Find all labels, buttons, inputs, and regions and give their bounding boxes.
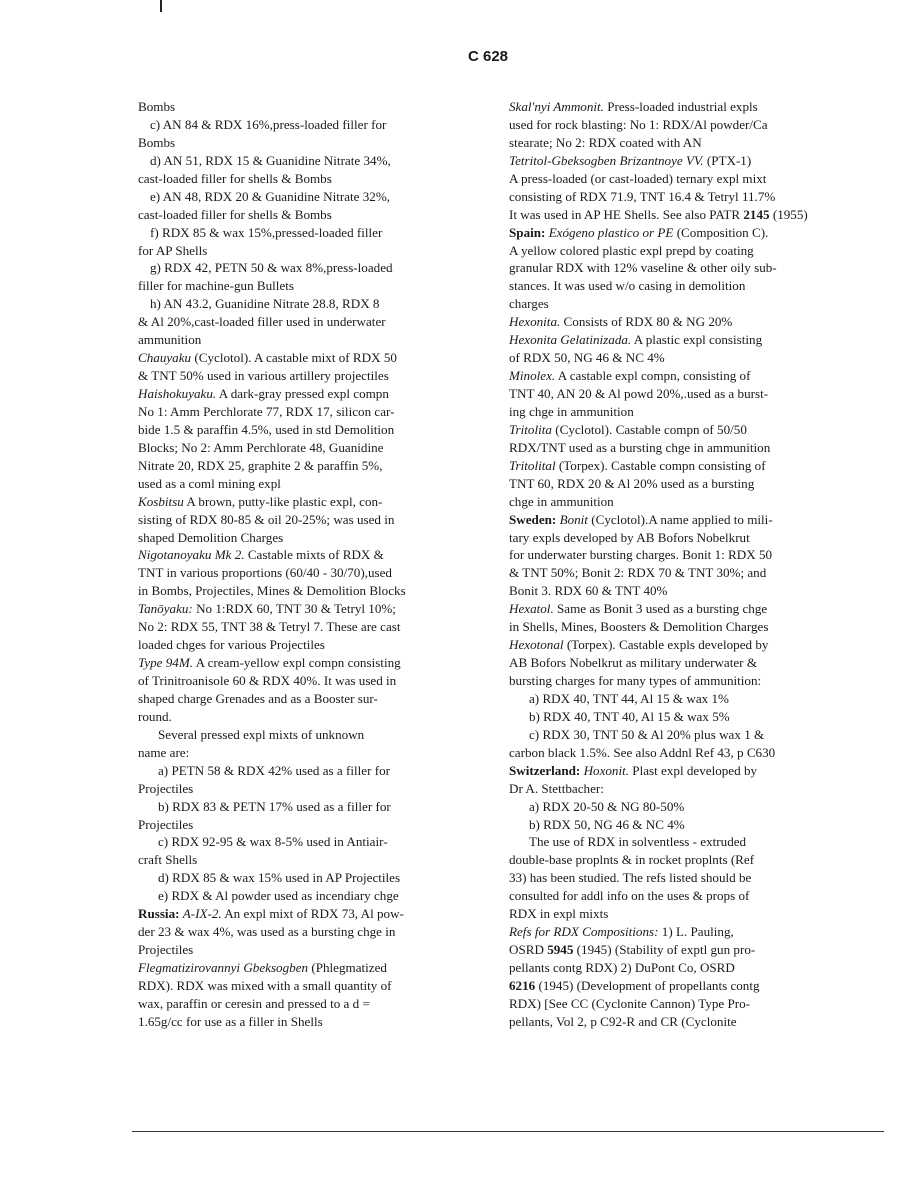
text-line — [509, 313, 881, 331]
text-line — [138, 941, 490, 959]
text-line — [138, 887, 490, 905]
text-run: used for rock blasting: No 1: RDX/Al powder/Ca — [509, 116, 768, 132]
text-run: der 23 & wax 4%, was used as a bursting chge in — [138, 924, 396, 940]
text-line — [138, 206, 490, 224]
text-run: Consists of RDX 80 & NG 20% — [560, 314, 733, 330]
text-line — [138, 690, 490, 708]
text-run: A dark-gray pressed expl compn — [216, 386, 389, 401]
text-line — [138, 475, 490, 493]
text-run: 1) L. Pauling, — [658, 924, 734, 940]
italic-text-run: Minolex. — [509, 368, 556, 384]
text-run: loaded chges for various Projectiles — [138, 637, 325, 653]
text-line — [138, 636, 490, 654]
text-run: (Cyclotol). A castable mixt of RDX 50 — [191, 350, 397, 366]
text-line — [138, 923, 490, 941]
text-line — [509, 887, 881, 905]
text-line — [509, 780, 881, 798]
text-line — [138, 224, 490, 242]
italic-text-run: Chauyaku — [138, 350, 192, 366]
text-line — [509, 654, 881, 672]
italic-text-run: Tritolita — [509, 421, 552, 437]
text-run: consisting of RDX 71.9, TNT 16.4 & Tetryl 11.7% — [509, 188, 776, 204]
text-line — [138, 313, 490, 331]
text-line — [138, 726, 490, 744]
text-line — [138, 493, 490, 511]
text-run: Several pressed expl mixts of unknown — [158, 726, 365, 742]
text-run: No 1: Amm Perchlorate 77, RDX 17, silicon car- — [138, 403, 395, 419]
text-line — [509, 762, 881, 780]
text-line — [509, 170, 881, 188]
text-run: filler for machine-gun Bullets — [138, 278, 294, 294]
text-line — [138, 457, 490, 475]
text-run: (1955) — [769, 206, 808, 222]
italic-text-run: Tritolital — [509, 457, 556, 473]
text-line — [509, 511, 881, 529]
text-run: cast-loaded filler for shells & Bombs — [138, 206, 332, 222]
text-line — [138, 977, 490, 995]
text-run: a) PETN 58 & RDX 42% used as a filler for — [158, 762, 390, 778]
bold-text-run: Sweden: — [509, 511, 557, 527]
text-run: stances. It was used w/o casing in demolition — [509, 278, 746, 294]
text-line — [138, 672, 490, 690]
italic-text-run: Kosbitsu — [138, 493, 184, 509]
text-line — [509, 277, 881, 295]
text-line — [138, 349, 490, 367]
text-run: ing chge in ammunition — [509, 403, 634, 419]
text-run: Projectiles — [138, 942, 194, 958]
text-run: bide 1.5 & paraffin 4.5%, used in std Demolition — [138, 421, 395, 437]
text-run: cast-loaded filler for shells & Bombs — [138, 170, 332, 186]
bold-text-run: 6216 — [509, 977, 536, 993]
text-line — [138, 1013, 490, 1031]
text-line — [138, 744, 490, 762]
text-run: A plastic expl consisting — [631, 332, 763, 348]
text-line — [138, 367, 490, 385]
text-run: RDX in expl mixts — [509, 906, 609, 922]
text-run: for underwater bursting charges. Bonit 1: RDX 50 — [509, 547, 773, 563]
text-run: A cream-yellow expl compn consisting — [193, 655, 401, 671]
text-line — [509, 1013, 881, 1031]
italic-text-run: Tanōyaku: — [138, 601, 193, 617]
text-line — [138, 708, 490, 726]
page-number: C 628 — [468, 48, 509, 65]
text-line — [509, 421, 881, 439]
text-run: The use of RDX in solventless - extruded — [529, 834, 747, 850]
italic-text-run: Exógeno plastico or PE — [548, 224, 674, 240]
text-run: TNT 40, AN 20 & Al powd 20%,.used as a burst- — [509, 386, 769, 401]
text-line — [138, 869, 490, 887]
text-line — [509, 188, 881, 206]
text-run: (Torpex). Castable compn consisting of — [555, 457, 766, 473]
italic-text-run: Nigotanoyaku Mk 2. — [138, 547, 245, 563]
text-run: c) RDX 92-95 & wax 8-5% used in Antiair- — [158, 834, 388, 850]
text-line — [138, 421, 490, 439]
italic-text-run: Hoxonit. — [583, 762, 630, 778]
text-run: A yellow colored plastic expl prepd by coating — [509, 242, 754, 258]
text-line — [509, 582, 881, 600]
italic-text-run: Type 94M. — [138, 655, 194, 671]
bold-text-run: 2145 — [743, 206, 770, 222]
text-run: d) AN 51, RDX 15 & Guanidine Nitrate 34%, — [150, 152, 391, 168]
text-line — [138, 134, 490, 152]
text-line — [138, 780, 490, 798]
italic-text-run: A-IX-2. — [182, 906, 222, 922]
text-line — [138, 618, 490, 636]
text-line — [138, 385, 490, 403]
text-line — [509, 977, 881, 995]
text-line — [509, 923, 881, 941]
text-line — [509, 672, 881, 690]
italic-text-run: Flegmatizirovannyi Gbeksogben — [138, 960, 309, 975]
text-line — [509, 726, 881, 744]
text-line — [138, 529, 490, 547]
text-line — [509, 475, 881, 493]
text-run: Bonit 3. RDX 60 & TNT 40% — [509, 583, 668, 599]
text-line — [509, 564, 881, 582]
text-run: Plast expl developed by — [629, 762, 758, 778]
text-run: in Shells, Mines, Boosters & Demolition Charges — [509, 619, 769, 635]
text-line — [509, 116, 881, 134]
text-line — [509, 403, 881, 421]
text-line — [138, 403, 490, 421]
text-line — [138, 511, 490, 529]
text-run: ammunition — [138, 332, 202, 348]
text-line — [509, 869, 881, 887]
text-line — [138, 833, 490, 851]
text-line — [509, 546, 881, 564]
text-run: g) RDX 42, PETN 50 & wax 8%,press-loaded — [150, 260, 393, 276]
text-run: consulted for addl info on the uses & props of — [509, 888, 750, 904]
text-run: RDX/TNT used as a bursting chge in ammunition — [509, 439, 771, 455]
text-run: carbon black 1.5%. See also Addnl Ref 43, p C630 — [509, 744, 776, 760]
text-line — [509, 959, 881, 977]
text-line — [509, 816, 881, 834]
text-run: No 1:RDX 60, TNT 30 & Tetryl 10%; — [192, 601, 396, 617]
text-run: Same as Bonit 3 used as a bursting chge — [553, 601, 768, 617]
text-line — [509, 941, 881, 959]
text-run: OSRD — [509, 942, 548, 958]
text-line — [509, 529, 881, 547]
text-run: c) AN 84 & RDX 16%,press-loaded filler for — [150, 116, 387, 132]
text-run: for AP Shells — [138, 242, 208, 258]
text-line — [138, 439, 490, 457]
right-column — [509, 98, 881, 1031]
text-line — [509, 349, 881, 367]
text-run: used as a coml mining expl — [138, 475, 281, 491]
text-run: double-base proplnts & in rocket proplnts (Ref — [509, 852, 755, 868]
bold-text-run: 5945 — [547, 942, 574, 958]
text-run: AB Bofors Nobelkrut as military underwater & — [509, 655, 758, 671]
text-run: b) RDX 50, NG 46 & NC 4% — [529, 816, 685, 832]
text-run: charges — [509, 296, 549, 312]
text-line — [509, 206, 881, 224]
text-line — [509, 242, 881, 260]
text-line — [138, 295, 490, 313]
text-run: Bombs — [138, 134, 176, 150]
text-line — [509, 798, 881, 816]
text-line — [509, 439, 881, 457]
text-line — [138, 959, 490, 977]
text-run: e) RDX & Al powder used as incendiary chge — [158, 888, 399, 904]
text-line — [138, 116, 490, 134]
text-run: It was used in AP HE Shells. See also PATR — [509, 206, 744, 222]
text-run: Dr A. Stettbacher: — [509, 780, 604, 796]
text-run: in Bombs, Projectiles, Mines & Demolition Blocks — [138, 583, 406, 599]
text-run: Press-loaded industrial expls — [603, 99, 758, 114]
text-run: pellants, Vol 2, p C92-R and CR (Cyclonite — [509, 1013, 737, 1029]
italic-text-run: Hexotonal — [509, 637, 564, 653]
text-run: b) RDX 40, TNT 40, Al 15 & wax 5% — [529, 708, 730, 724]
text-line — [138, 851, 490, 869]
text-run: (1945) (Stability of exptl gun pro- — [573, 942, 756, 958]
text-run: (Composition C). — [673, 224, 769, 240]
text-run: wax, paraffin or ceresin and pressed to a d = — [138, 995, 370, 1011]
text-run: c) RDX 30, TNT 50 & Al 20% plus wax 1 & — [529, 726, 765, 742]
text-line — [138, 600, 490, 618]
italic-text-run: Bonit — [559, 511, 588, 527]
text-line — [509, 851, 881, 869]
text-run: & TNT 50%; Bonit 2: RDX 70 & TNT 30%; and — [509, 565, 767, 581]
text-line — [138, 331, 490, 349]
text-run: (1945) (Development of propellants contg — [535, 977, 760, 993]
text-line — [138, 762, 490, 780]
text-run: A press-loaded (or cast-loaded) ternary expl mixt — [509, 170, 767, 186]
text-line — [509, 367, 881, 385]
text-line — [509, 224, 881, 242]
italic-text-run: Hexatol. — [509, 601, 554, 617]
text-line — [138, 582, 490, 600]
text-run: of RDX 50, NG 46 & NC 4% — [509, 350, 665, 366]
left-column — [138, 98, 490, 1031]
text-run: (Cyclotol).A name applied to mili- — [587, 511, 773, 527]
italic-text-run: Hexonita Gelatinizada. — [509, 332, 632, 348]
text-run: Projectiles — [138, 780, 194, 796]
text-run: TNT 60, RDX 20 & Al 20% used as a bursting — [509, 475, 755, 491]
text-line — [509, 995, 881, 1013]
italic-text-run: Hexonita. — [509, 314, 561, 330]
text-run: name are: — [138, 744, 190, 760]
text-run: craft Shells — [138, 852, 198, 868]
text-run: of Trinitroanisole 60 & RDX 40%. It was used in — [138, 673, 397, 688]
bold-text-run: Switzerland: — [509, 762, 581, 778]
text-run: stearate; No 2: RDX coated with AN — [509, 134, 702, 150]
text-line — [138, 170, 490, 188]
text-run: TNT in various proportions (60/40 - 30/70),used — [138, 565, 392, 581]
text-line — [509, 98, 881, 116]
text-line — [509, 690, 881, 708]
text-run: f) RDX 85 & wax 15%,pressed-loaded filler — [150, 224, 383, 240]
text-run: shaped Demolition Charges — [138, 529, 284, 545]
text-run: A brown, putty-like plastic expl, con- — [183, 493, 383, 509]
text-run: (Cyclotol). Castable compn of 50/50 — [551, 421, 747, 437]
italic-text-run: Skal'nyi Ammonit. — [509, 99, 604, 114]
text-run: tary expls developed by AB Bofors Nobelkrut — [509, 529, 750, 545]
text-line — [138, 564, 490, 582]
text-run: An expl mixt of RDX 73, Al pow- — [221, 906, 404, 922]
text-run: granular RDX with 12% vaseline & other oily sub- — [509, 260, 777, 276]
text-run: Bombs — [138, 99, 176, 114]
text-line — [138, 152, 490, 170]
bottom-rule-divider — [132, 1131, 884, 1132]
text-run: (Torpex). Castable expls developed by — [563, 637, 769, 653]
text-run: d) RDX 85 & wax 15% used in AP Projectiles — [158, 870, 401, 886]
text-run: pellants contg RDX) 2) DuPont Co, OSRD — [509, 960, 735, 975]
text-line — [138, 188, 490, 206]
text-line — [509, 618, 881, 636]
text-line — [509, 457, 881, 475]
text-run: a) RDX 40, TNT 44, Al 15 & wax 1% — [529, 690, 729, 706]
text-line — [509, 385, 881, 403]
text-run: chge in ammunition — [509, 493, 614, 509]
text-run: bursting charges for many types of ammunition: — [509, 673, 762, 688]
text-line — [138, 259, 490, 277]
text-run: 33) has been studied. The refs listed should be — [509, 870, 752, 886]
text-run: sisting of RDX 80-85 & oil 20-25%; was used in — [138, 511, 395, 527]
text-line — [509, 833, 881, 851]
text-line — [509, 708, 881, 726]
text-line — [138, 98, 490, 116]
text-run: RDX) [See CC (Cyclonite Cannon) Type Pro- — [509, 995, 751, 1011]
text-run: a) RDX 20-50 & NG 80-50% — [529, 798, 685, 814]
text-run: Nitrate 20, RDX 25, graphite 2 & paraffin 5%, — [138, 457, 383, 473]
text-run: Projectiles — [138, 816, 194, 832]
text-line — [509, 636, 881, 654]
italic-text-run: Haishokuyaku. — [138, 386, 217, 401]
text-run: b) RDX 83 & PETN 17% used as a filler for — [158, 798, 391, 814]
text-run: RDX). RDX was mixed with a small quantity of — [138, 977, 392, 993]
text-run: Blocks; No 2: Amm Perchlorate 48, Guanidine — [138, 439, 384, 455]
text-line — [138, 242, 490, 260]
text-line — [138, 654, 490, 672]
text-line — [138, 995, 490, 1013]
text-line — [138, 277, 490, 295]
italic-text-run: Tetritol-Gbeksogben Brizantnoye VV. — [509, 152, 704, 168]
text-run: & TNT 50% used in various artillery projectiles — [138, 368, 389, 384]
text-line — [138, 816, 490, 834]
text-line — [138, 798, 490, 816]
text-run: 1.65g/cc for use as a filler in Shells — [138, 1013, 323, 1029]
text-line — [509, 493, 881, 511]
italic-text-run: Refs for RDX Compositions: — [509, 924, 659, 940]
text-line — [509, 905, 881, 923]
text-line — [138, 546, 490, 564]
text-run: & Al 20%,cast-loaded filler used in underwater — [138, 314, 386, 330]
text-line — [509, 134, 881, 152]
text-run: (PTX-1) — [703, 152, 752, 168]
bold-text-run: Spain: — [509, 224, 546, 240]
text-line — [509, 744, 881, 762]
text-run: A castable expl compn, consisting of — [555, 368, 751, 384]
text-run: h) AN 43.2, Guanidine Nitrate 28.8, RDX 8 — [150, 296, 380, 312]
text-line — [509, 152, 881, 170]
text-line — [509, 600, 881, 618]
text-run: e) AN 48, RDX 20 & Guanidine Nitrate 32%, — [150, 188, 391, 204]
margin-tick-mark — [160, 0, 162, 12]
text-run: No 2: RDX 55, TNT 38 & Tetryl 7. These are cast — [138, 619, 401, 635]
text-line — [509, 295, 881, 313]
text-run: round. — [138, 708, 172, 724]
text-run: (Phlegmatized — [308, 960, 387, 975]
text-run: shaped charge Grenades and as a Booster sur- — [138, 690, 378, 706]
text-line — [509, 259, 881, 277]
text-run: Castable mixts of RDX & — [244, 547, 384, 563]
text-line — [509, 331, 881, 349]
bold-text-run: Russia: — [138, 906, 180, 922]
text-line — [138, 905, 490, 923]
